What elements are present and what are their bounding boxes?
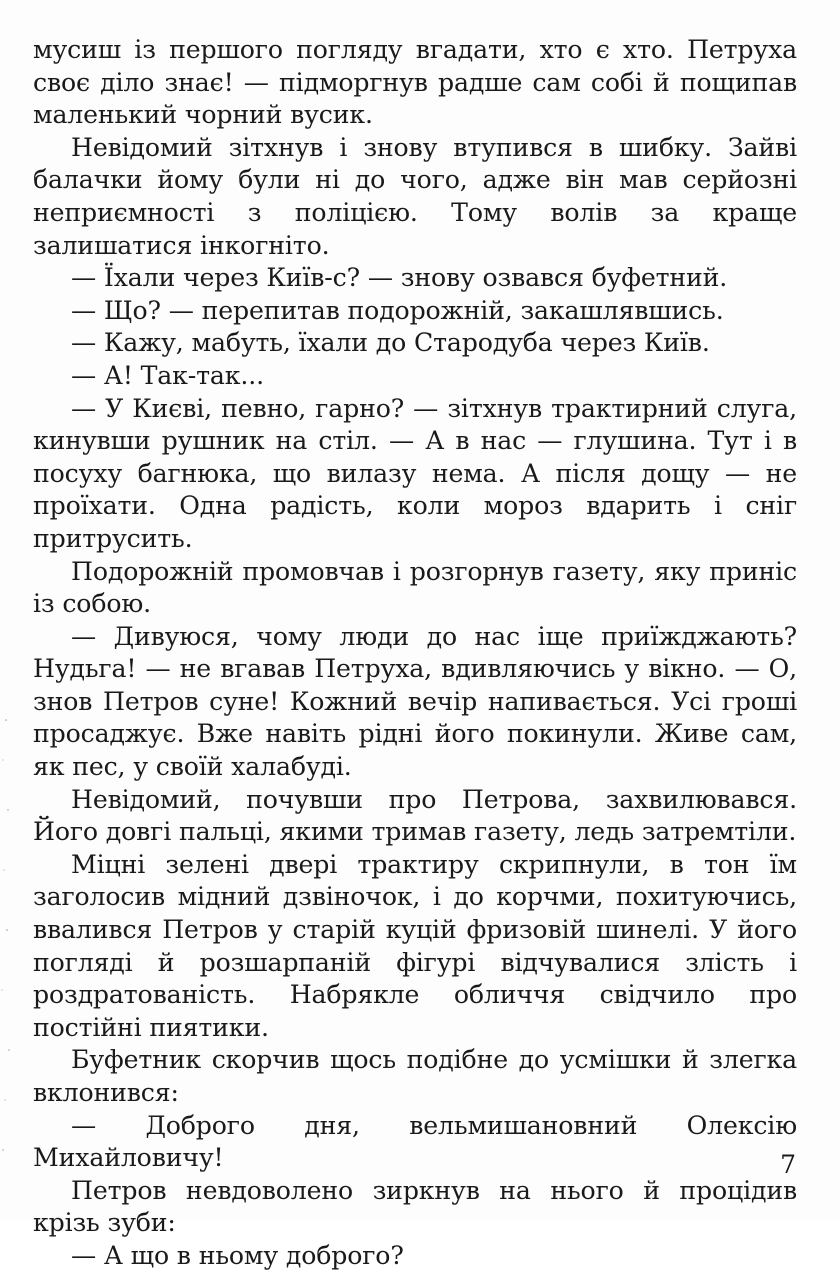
body-text bbox=[33, 34, 797, 1273]
paragraph: Петров невдоволено зиркнув на нього й процідив крізь зуби: bbox=[33, 1175, 797, 1238]
paragraph: Подорожній промовчав і розгорнув газету, яку приніс із собою. bbox=[33, 556, 797, 619]
paragraph: — У Києві, певно, гарно? — зітхнув трактирний слуга, кинувши рушник на стіл. — А в нас — глушина. Тут і в посуху багнюка, що вилазу нема. А після дощу — не проїхати. Одна радість, коли мороз вдарить і сніг притрусить. bbox=[33, 393, 797, 553]
paragraph: — Дивуюся, чому люди до нас іще приїжджають? Нудьга! — не вгавав Петруха, вдивляючись у вікно. — О, знов Петров суне! Кожний вечір напивається. Усі гроші просаджує. Вже навіть рідні його покинули. Живе сам, як пес, у своїй халабуді. bbox=[33, 621, 797, 782]
paragraph: — Доброго дня, вельмишановний Олексію Михайловичу! bbox=[33, 1110, 797, 1173]
page-number: 7 bbox=[780, 1150, 796, 1179]
paragraph: — Їхали через Київ-с? — знову озвався буфетний. bbox=[71, 263, 728, 293]
paragraph: Невідомий, почувши про Петрова, захвилювався. Його довгі пальці, якими тримав газету, ледь затремтіли. bbox=[33, 784, 797, 847]
paragraph: — А що в ньому доброго? bbox=[71, 1240, 404, 1270]
paragraph: — Кажу, мабуть, їхали до Стародуба через Київ. bbox=[71, 328, 710, 358]
scan-speckles bbox=[0, 700, 20, 1200]
paragraph: Буфетник скорчив щось подібне до усмішки й злегка вклонився: bbox=[33, 1045, 797, 1107]
paragraph: мусиш із першого погляду вгадати, хто є хто. Петруха своє діло знає! — підморгнув радше сам собі й пощипав маленький чорний вусик. bbox=[33, 35, 797, 130]
paragraph: — А! Так-так... bbox=[71, 360, 264, 390]
paragraph: — Що? — перепитав подорожній, закашлявшись. bbox=[71, 295, 724, 325]
paragraph: Невідомий зітхнув і знову втупився в шибку. Зайві балачки йому були ні до чого, адже він мав серйозні неприємності з поліцією. Тому волів за краще залишатися інкогніто. bbox=[33, 132, 797, 260]
paragraph: Міцні зелені двері трактиру скрипнули, в тон їм заголосив мідний дзвіночок, і до корчми, похитуючись, ввалився Петров у старій куцій фризовій шинелі. У його погляді й розшарпаній фігурі відчувалися злість і роздратованість. Набрякле обличчя свідчило про постійні пиятики. bbox=[33, 849, 797, 1042]
